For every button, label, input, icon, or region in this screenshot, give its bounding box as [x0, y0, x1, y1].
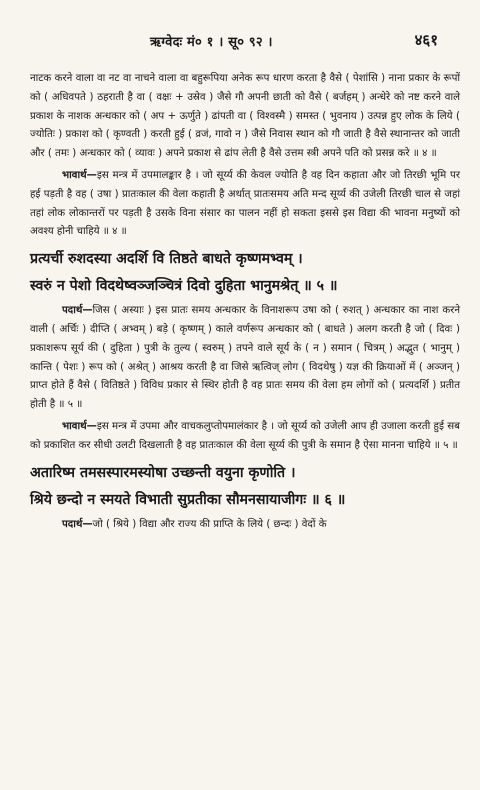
bhavartha-label: भावार्थ— [62, 420, 97, 432]
commentary-paragraph-4: नाटक करने वाला वा नट वा नाचने वाला वा बहुरूपिया अनेक रूप धारण करता है वैसे ( पेशांसि ) नाना प्रकार के रूपों को ( अधिवपते ) ठहराती है वा ( वक्षः + उस्रेव ) जैसे गौ अपनी छाती को वैसे ( बर्जहम् ) अन्धेरे को नष्ट करने वाले प्रकाश के नाशक अन्धकार को ( अप + ऊर्णुते ) ढांपती वा ( विश्वस्मै ) समस्त ( भुवनाय ) उत्पन्न हुए लोक के लिये ( ज्योतिः ) प्रकाश को ( कृण्वती ) करती हुई ( व्रजं, गावो न ) जैसे निवास स्थान को गौ जाती है वैसे स्थानान्तर को जाती और ( तमः ) अन्धकार को ( व्यावः ) अपने प्रकाश से ढांप लेती है वैसे उत्तम स्त्री अपने पति को प्रसन्न करे ॥ ४ ॥ [30, 73, 460, 160]
padartha-label: पदार्थ— [62, 518, 93, 530]
bhavartha-5 [30, 418, 460, 456]
padartha-6 [30, 516, 460, 535]
mantra-5 [30, 246, 460, 300]
page-number: ४६१ [414, 31, 438, 49]
padartha-label: पदार्थ— [62, 305, 93, 317]
bhavartha-text: इस मन्त्र में उपमालङ्कार है । जो सूर्य्य की केवल ज्योति है वह दिन कहाता और जो तिरछी भूमि पर हई पड़ती है वह ( उषा ) प्रातःकाल की वेला कहाती है अर्थात् प्रातःसमय अति मन्द सूर्य्य की उजेली तिरछी चाल से जहां तहां लोक लोकान्तरों पर पड़ती है उसके विना संसार का पालन नहीं हो सकता इससे इस विद्या की भावना मनुष्यों को अवश्य होनी चाहिये ॥ ४ ॥ [30, 169, 460, 238]
mantra-line: श्रिये छन्दो न स्मयते विभाती सुप्रतीका सौमनसायाजीगः ॥ ६ ॥ [30, 491, 346, 508]
page-body [30, 70, 460, 534]
padartha-text: जिस ( अस्याः ) इस प्रातः समय अन्धकार के विनाशरूप उषा को ( रुशत् ) अन्धकार का नाश करने वाली ( अर्चिः ) दीप्ति ( अभ्वम् ) बड़े ( कृष्णम् ) काले वर्णरूप अन्धकार को ( बाधते ) अलग करती है जो ( दिवः ) प्रकाशरूप सूर्य की ( दुहिता ) पुत्री के तुल्य ( स्वरुम् ) तपने वाले सूर्य के ( न ) समान ( चित्रम् ) अद्भुत ( भानुम् ) कान्ति ( पेशः ) रूप को ( अश्रेत् ) आश्रय करती है वा जिसे ऋत्विज् लोग ( विदथेषु ) यज्ञ की क्रियाओं में ( अञ्जन् ) प्राप्त होते हैं वैसे ( वितिष्ठते ) विविध प्रकार से स्थिर होती है वह प्रातः समय की वेला हम लोगों को ( प्रत्यदर्शि ) प्रतीत होती है ॥ ५ ॥ [30, 305, 460, 411]
bhavartha-label: भावार्थ— [62, 169, 97, 181]
mantra-line: प्रत्यर्ची रुशदस्या अदर्शि वि तिष्ठते बाधते कृष्णमभ्वम् । [30, 251, 303, 268]
page-header [0, 32, 480, 54]
bhavartha-4 [30, 167, 460, 242]
mantra-line: अतारिष्म तमसस्पारमस्योषा उच्छन्ती वयुना कृणोति । [30, 464, 296, 481]
running-title: ऋग्वेदः मं० १ । सू० ९२ । [150, 35, 273, 50]
padartha-5 [30, 302, 460, 415]
mantra-6 [30, 460, 460, 514]
bhavartha-text: इस मन्त्र में उपमा और वाचकलुप्तोपमालंकार है । जो सूर्य्य को उजेली आप ही उजाला करती हुई सब को प्रकाशित कर सीधी उलटी दिखलाती है वह प्रातःकाल की वेला सूर्य्य की पुत्री के समान है ऐसा मानना चाहिये ॥ ५ ॥ [30, 420, 460, 451]
padartha-text: जो ( श्रिये ) विद्या और राज्य की प्राप्ति के लिये ( छन्दः ) वेदों के [92, 518, 327, 530]
mantra-line: स्वरुं न पेशो विदथेष्वञ्जञ्चित्रं दिवो दुहिता भानुमश्रेत् ॥ ५ ॥ [30, 278, 338, 295]
